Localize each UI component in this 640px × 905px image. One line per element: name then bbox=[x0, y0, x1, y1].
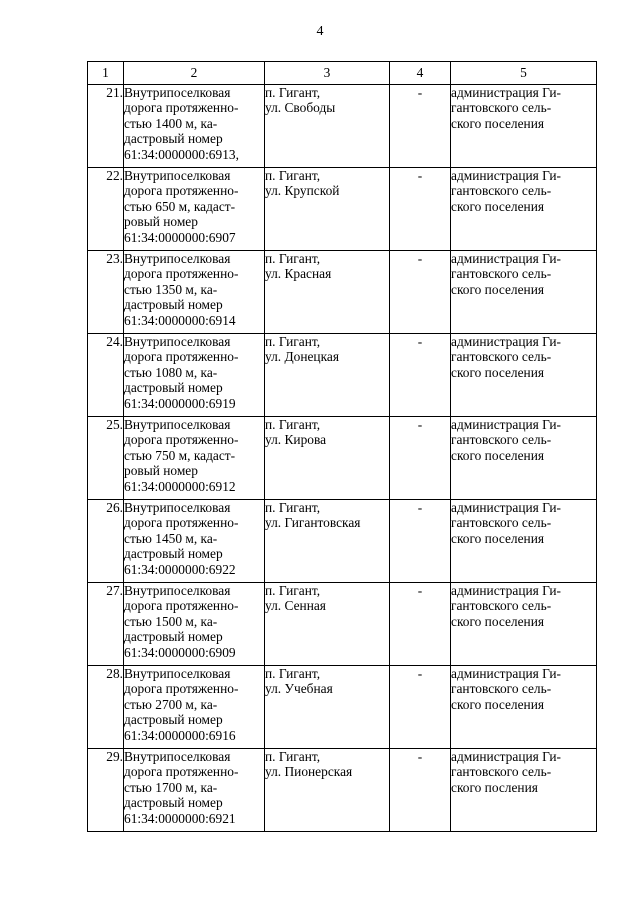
description-line: дастровый номер bbox=[124, 795, 223, 811]
administration-line: администрация Ги- bbox=[451, 417, 562, 432]
administration-line: гантовского сель- bbox=[451, 432, 552, 448]
object-address bbox=[265, 251, 390, 334]
table-body bbox=[88, 85, 597, 832]
column-4-value: - bbox=[390, 749, 451, 832]
row-number: 26. bbox=[88, 500, 124, 583]
administration-line: ского поселения bbox=[451, 447, 545, 463]
address-line: ул. Пионерская bbox=[265, 764, 353, 780]
object-address bbox=[265, 500, 390, 583]
description-line: дастровый номер bbox=[124, 629, 223, 645]
address-line: п. Гигант, bbox=[265, 251, 321, 266]
description-line: Внутрипоселковая bbox=[124, 500, 231, 515]
column-header-5: 5 bbox=[451, 62, 597, 85]
address-line: п. Гигант, bbox=[265, 749, 321, 764]
column-header-3: 3 bbox=[265, 62, 390, 85]
address-line: п. Гигант, bbox=[265, 85, 321, 100]
responsible-administration bbox=[451, 500, 597, 583]
administration-line: гантовского сель- bbox=[451, 681, 552, 697]
description-line: Внутрипоселковая bbox=[124, 334, 231, 349]
description-line: дастровый номер bbox=[124, 131, 223, 147]
table-row bbox=[88, 583, 597, 666]
address-line: п. Гигант, bbox=[265, 666, 321, 681]
address-line: п. Гигант, bbox=[265, 583, 321, 598]
description-line: дорога протяженно- bbox=[124, 100, 239, 116]
object-address bbox=[265, 417, 390, 500]
responsible-administration bbox=[451, 666, 597, 749]
address-line: ул. Кирова bbox=[265, 432, 327, 448]
object-description bbox=[124, 168, 265, 251]
column-4-value: - bbox=[390, 168, 451, 251]
page-number: 4 bbox=[316, 24, 324, 39]
description-line: дастровый номер bbox=[124, 546, 223, 562]
description-line: Внутрипоселковая bbox=[124, 417, 231, 432]
description-line: Внутрипоселковая bbox=[124, 749, 231, 764]
description-line: 61:34:0000000:6916 bbox=[124, 727, 236, 743]
description-line: Внутрипоселковая bbox=[124, 85, 231, 100]
row-number: 24. bbox=[88, 334, 124, 417]
description-line: дорога протяженно- bbox=[124, 183, 239, 199]
object-description bbox=[124, 417, 265, 500]
address-line: ул. Красная bbox=[265, 266, 332, 282]
table-row bbox=[88, 749, 597, 832]
address-line: ул. Крупской bbox=[265, 183, 340, 199]
responsible-administration bbox=[451, 251, 597, 334]
administration-line: администрация Ги- bbox=[451, 251, 562, 266]
address-line: п. Гигант, bbox=[265, 334, 321, 349]
object-address bbox=[265, 749, 390, 832]
responsible-administration bbox=[451, 749, 597, 832]
administration-line: ского посления bbox=[451, 779, 538, 795]
responsible-administration bbox=[451, 583, 597, 666]
description-line: 61:34:0000000:6913, bbox=[124, 146, 239, 162]
address-line: ул. Свободы bbox=[265, 100, 336, 116]
responsible-administration bbox=[451, 168, 597, 251]
description-line: дорога протяженно- bbox=[124, 349, 239, 365]
object-description bbox=[124, 334, 265, 417]
administration-line: администрация Ги- bbox=[451, 666, 562, 681]
description-line: дастровый номер bbox=[124, 712, 223, 728]
description-line: стью 1350 м, ка- bbox=[124, 281, 218, 297]
table-header-row bbox=[88, 62, 597, 85]
column-4-value: - bbox=[390, 500, 451, 583]
column-4-value: - bbox=[390, 334, 451, 417]
object-description bbox=[124, 666, 265, 749]
description-line: дастровый номер bbox=[124, 380, 223, 396]
administration-line: ского поселения bbox=[451, 696, 545, 712]
column-header-2: 2 bbox=[124, 62, 265, 85]
row-number: 28. bbox=[88, 666, 124, 749]
row-number: 21. bbox=[88, 85, 124, 168]
description-line: стью 2700 м, ка- bbox=[124, 696, 218, 712]
column-4-value: - bbox=[390, 85, 451, 168]
administration-line: ского поселения bbox=[451, 281, 545, 297]
table-row bbox=[88, 417, 597, 500]
administration-line: гантовского сель- bbox=[451, 515, 552, 531]
table-row bbox=[88, 85, 597, 168]
administration-line: ского поселения bbox=[451, 613, 545, 629]
address-line: п. Гигант, bbox=[265, 500, 321, 515]
table-row bbox=[88, 666, 597, 749]
description-line: 61:34:0000000:6919 bbox=[124, 395, 236, 411]
description-line: стью 1700 м, ка- bbox=[124, 779, 218, 795]
column-header-1: 1 bbox=[88, 62, 124, 85]
administration-line: администрация Ги- bbox=[451, 334, 562, 349]
description-line: ровый номер bbox=[124, 214, 198, 230]
object-address bbox=[265, 334, 390, 417]
object-address bbox=[265, 666, 390, 749]
table-row bbox=[88, 168, 597, 251]
object-description bbox=[124, 85, 265, 168]
description-line: 61:34:0000000:6907 bbox=[124, 229, 236, 245]
object-description bbox=[124, 500, 265, 583]
administration-line: администрация Ги- bbox=[451, 168, 562, 183]
description-line: 61:34:0000000:6909 bbox=[124, 644, 236, 660]
address-line: п. Гигант, bbox=[265, 417, 321, 432]
description-line: стью 650 м, кадаст- bbox=[124, 198, 236, 214]
address-line: ул. Сенная bbox=[265, 598, 326, 614]
description-line: 61:34:0000000:6922 bbox=[124, 561, 236, 577]
object-address bbox=[265, 583, 390, 666]
row-number: 27. bbox=[88, 583, 124, 666]
row-number: 25. bbox=[88, 417, 124, 500]
administration-line: администрация Ги- bbox=[451, 500, 562, 515]
administration-line: гантовского сель- bbox=[451, 598, 552, 614]
object-description bbox=[124, 583, 265, 666]
description-line: 61:34:0000000:6921 bbox=[124, 810, 236, 826]
row-number: 22. bbox=[88, 168, 124, 251]
administration-line: гантовского сель- bbox=[451, 266, 552, 282]
responsible-administration bbox=[451, 334, 597, 417]
description-line: дорога протяженно- bbox=[124, 432, 239, 448]
description-line: стью 1500 м, ка- bbox=[124, 613, 218, 629]
description-line: Внутрипоселковая bbox=[124, 583, 231, 598]
administration-line: ского поселения bbox=[451, 198, 545, 214]
description-line: 61:34:0000000:6914 bbox=[124, 312, 236, 328]
object-description bbox=[124, 749, 265, 832]
column-4-value: - bbox=[390, 251, 451, 334]
description-line: Внутрипоселковая bbox=[124, 168, 231, 183]
description-line: стью 750 м, кадаст- bbox=[124, 447, 236, 463]
address-line: п. Гигант, bbox=[265, 168, 321, 183]
table-row bbox=[88, 334, 597, 417]
objects-table bbox=[87, 61, 597, 832]
description-line: дорога протяженно- bbox=[124, 515, 239, 531]
description-line: дорога протяженно- bbox=[124, 266, 239, 282]
address-line: ул. Донецкая bbox=[265, 349, 339, 365]
description-line: ровый номер bbox=[124, 463, 198, 479]
description-line: стью 1080 м, ка- bbox=[124, 364, 218, 380]
row-number: 23. bbox=[88, 251, 124, 334]
administration-line: администрация Ги- bbox=[451, 85, 562, 100]
object-description bbox=[124, 251, 265, 334]
object-address bbox=[265, 168, 390, 251]
description-line: дастровый номер bbox=[124, 297, 223, 313]
administration-line: администрация Ги- bbox=[451, 583, 562, 598]
administration-line: администрация Ги- bbox=[451, 749, 562, 764]
description-line: дорога протяженно- bbox=[124, 681, 239, 697]
row-number: 29. bbox=[88, 749, 124, 832]
column-4-value: - bbox=[390, 583, 451, 666]
description-line: 61:34:0000000:6912 bbox=[124, 478, 236, 494]
description-line: стью 1450 м, ка- bbox=[124, 530, 218, 546]
object-address bbox=[265, 85, 390, 168]
table-row bbox=[88, 500, 597, 583]
description-line: Внутрипоселковая bbox=[124, 251, 231, 266]
address-line: ул. Учебная bbox=[265, 681, 333, 697]
description-line: стью 1400 м, ка- bbox=[124, 115, 218, 131]
administration-line: гантовского сель- bbox=[451, 183, 552, 199]
description-line: Внутрипоселковая bbox=[124, 666, 231, 681]
column-4-value: - bbox=[390, 666, 451, 749]
table-row bbox=[88, 251, 597, 334]
administration-line: ского поселения bbox=[451, 115, 545, 131]
responsible-administration bbox=[451, 417, 597, 500]
administration-line: гантовского сель- bbox=[451, 764, 552, 780]
administration-line: гантовского сель- bbox=[451, 100, 552, 116]
description-line: дорога протяженно- bbox=[124, 598, 239, 614]
administration-line: ского поселения bbox=[451, 530, 545, 546]
address-line: ул. Гигантовская bbox=[265, 515, 361, 531]
column-4-value: - bbox=[390, 417, 451, 500]
column-header-4: 4 bbox=[390, 62, 451, 85]
administration-line: гантовского сель- bbox=[451, 349, 552, 365]
administration-line: ского поселения bbox=[451, 364, 545, 380]
responsible-administration bbox=[451, 85, 597, 168]
description-line: дорога протяженно- bbox=[124, 764, 239, 780]
